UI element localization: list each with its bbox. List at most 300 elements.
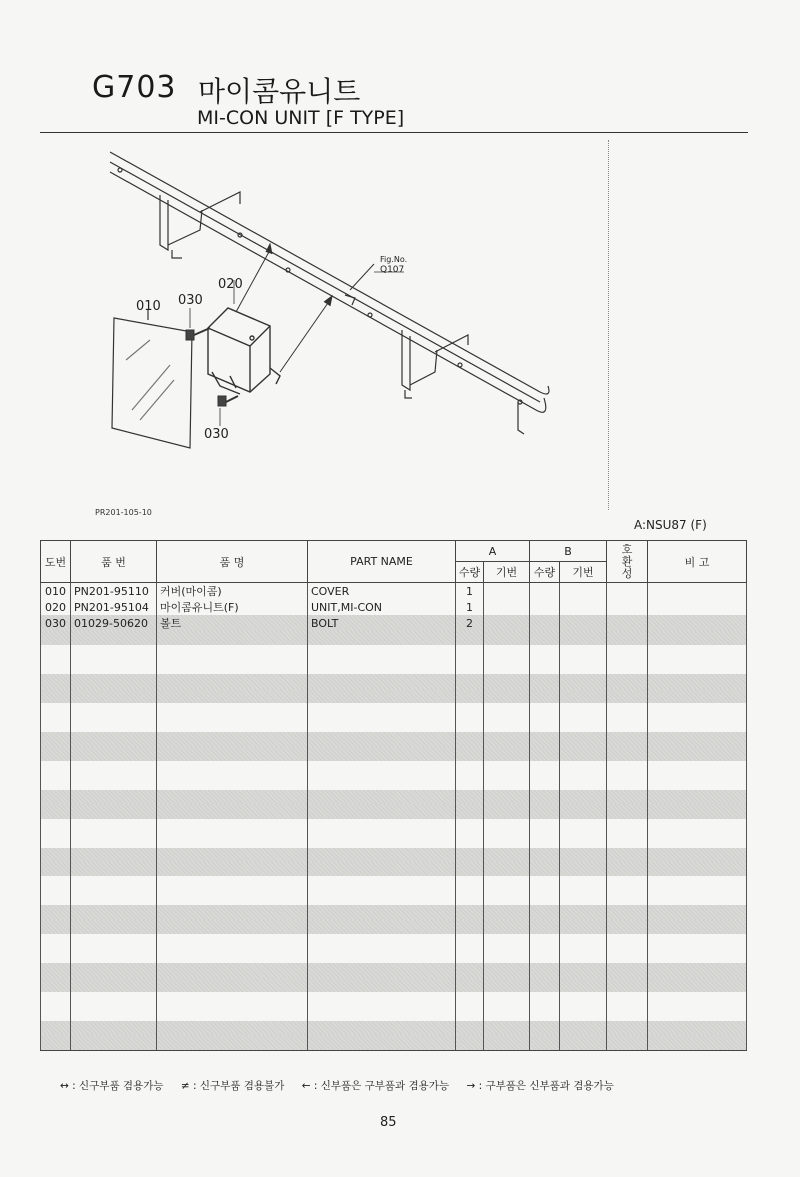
table-cell-empty bbox=[560, 761, 607, 775]
table-cell-empty bbox=[484, 660, 530, 674]
table-cell-empty bbox=[41, 660, 71, 674]
table-cell-empty bbox=[71, 1006, 157, 1020]
table-cell-empty bbox=[648, 862, 747, 876]
cell-remarks bbox=[648, 615, 747, 631]
table-cell-empty bbox=[484, 775, 530, 789]
header-b-spec: 기번 bbox=[560, 562, 607, 583]
table-cell-empty bbox=[484, 689, 530, 703]
table-cell-empty bbox=[607, 775, 648, 789]
cell-name-ko: 마이콤유니트(F) bbox=[157, 599, 308, 615]
cell-spec-a bbox=[484, 615, 530, 631]
table-cell-empty bbox=[648, 1021, 747, 1035]
cell-qty-a: 2 bbox=[456, 615, 484, 631]
table-cell-empty bbox=[607, 747, 648, 761]
table-cell-empty bbox=[456, 819, 484, 833]
table-cell-empty bbox=[308, 963, 456, 977]
cell-ref: 030 bbox=[41, 615, 71, 631]
fig-number: Q107 bbox=[380, 265, 405, 275]
table-cell-empty bbox=[308, 761, 456, 775]
table-cell-empty bbox=[484, 790, 530, 804]
bolt-lower bbox=[218, 396, 238, 426]
table-cell-empty bbox=[560, 703, 607, 717]
table-cell-empty bbox=[484, 876, 530, 890]
table-cell-empty bbox=[530, 631, 560, 645]
table-cell-empty bbox=[71, 660, 157, 674]
table-row-empty bbox=[41, 674, 747, 688]
table-cell-empty bbox=[484, 920, 530, 934]
table-cell-empty bbox=[607, 1035, 648, 1050]
table-row bbox=[41, 583, 747, 600]
table-cell-empty bbox=[157, 876, 308, 890]
table-cell-empty bbox=[607, 905, 648, 919]
section-code: G703 bbox=[92, 70, 177, 105]
table-cell-empty bbox=[456, 674, 484, 688]
table-cell-empty bbox=[41, 1021, 71, 1035]
table-cell-empty bbox=[308, 978, 456, 992]
table-row-empty bbox=[41, 631, 747, 645]
table-cell-empty bbox=[41, 949, 71, 963]
table-row-empty bbox=[41, 978, 747, 992]
table-cell-empty bbox=[157, 775, 308, 789]
table-cell-empty bbox=[530, 819, 560, 833]
table-cell-empty bbox=[41, 862, 71, 876]
table-cell-empty bbox=[308, 1035, 456, 1050]
table-cell-empty bbox=[157, 1021, 308, 1035]
header-remarks: 비 고 bbox=[648, 541, 747, 583]
header-rule bbox=[40, 132, 748, 133]
table-cell-empty bbox=[456, 833, 484, 847]
table-cell-empty bbox=[157, 949, 308, 963]
table-cell-empty bbox=[308, 718, 456, 732]
cell-spec-b bbox=[560, 599, 607, 615]
table-cell-empty bbox=[607, 963, 648, 977]
table-cell-empty bbox=[456, 934, 484, 948]
page-title-korean: 마이콤유니트 bbox=[198, 75, 361, 108]
table-cell-empty bbox=[607, 804, 648, 818]
table-cell-empty bbox=[41, 1035, 71, 1050]
cell-compat bbox=[607, 599, 648, 615]
table-cell-empty bbox=[607, 934, 648, 948]
callout-020: 020 bbox=[218, 277, 243, 292]
table-cell-empty bbox=[308, 689, 456, 703]
table-row-empty bbox=[41, 645, 747, 659]
table-cell-empty bbox=[308, 905, 456, 919]
table-cell-empty bbox=[308, 645, 456, 659]
table-cell-empty bbox=[607, 862, 648, 876]
table-cell-empty bbox=[71, 992, 157, 1006]
table-cell-empty bbox=[157, 891, 308, 905]
table-cell-empty bbox=[560, 631, 607, 645]
table-cell-empty bbox=[157, 819, 308, 833]
table-cell-empty bbox=[308, 949, 456, 963]
table-cell-empty bbox=[560, 1035, 607, 1050]
table-cell-empty bbox=[648, 660, 747, 674]
cell-spec-a bbox=[484, 599, 530, 615]
table-cell-empty bbox=[71, 819, 157, 833]
table-cell-empty bbox=[456, 790, 484, 804]
cell-part-name: BOLT bbox=[308, 615, 456, 631]
table-cell-empty bbox=[71, 920, 157, 934]
table-row-empty bbox=[41, 949, 747, 963]
table-cell-empty bbox=[484, 1035, 530, 1050]
table-cell-empty bbox=[41, 819, 71, 833]
table-cell-empty bbox=[648, 718, 747, 732]
table-cell-empty bbox=[648, 963, 747, 977]
table-row-empty bbox=[41, 804, 747, 818]
cell-name-ko: 볼트 bbox=[157, 615, 308, 631]
cell-qty-a: 1 bbox=[456, 599, 484, 615]
table-cell-empty bbox=[157, 761, 308, 775]
table-cell-empty bbox=[607, 674, 648, 688]
table-row-empty bbox=[41, 819, 747, 833]
table-cell-empty bbox=[560, 848, 607, 862]
table-cell-empty bbox=[484, 1006, 530, 1020]
table-row-empty bbox=[41, 876, 747, 890]
cell-part-no: PN201-95110 bbox=[71, 583, 157, 600]
table-cell-empty bbox=[456, 876, 484, 890]
table-cell-empty bbox=[71, 891, 157, 905]
table-cell-empty bbox=[157, 1006, 308, 1020]
parts-table-body bbox=[41, 583, 747, 1051]
table-cell-empty bbox=[484, 848, 530, 862]
table-cell-empty bbox=[71, 775, 157, 789]
drawing-code: PR201-105-10 bbox=[95, 508, 152, 517]
table-cell-empty bbox=[41, 891, 71, 905]
header-a: A bbox=[456, 541, 530, 562]
table-cell-empty bbox=[484, 891, 530, 905]
table-cell-empty bbox=[308, 732, 456, 746]
table-cell-empty bbox=[648, 703, 747, 717]
table-cell-empty bbox=[560, 891, 607, 905]
cell-ref: 010 bbox=[41, 583, 71, 600]
table-cell-empty bbox=[71, 963, 157, 977]
table-cell-empty bbox=[607, 819, 648, 833]
header-name-ko: 품 명 bbox=[157, 541, 308, 583]
header-compat bbox=[607, 541, 648, 583]
table-row-empty bbox=[41, 862, 747, 876]
table-cell-empty bbox=[157, 1035, 308, 1050]
table-cell-empty bbox=[530, 703, 560, 717]
table-cell-empty bbox=[648, 833, 747, 847]
table-cell-empty bbox=[71, 718, 157, 732]
table-cell-empty bbox=[71, 949, 157, 963]
table-cell-empty bbox=[607, 689, 648, 703]
table-cell-empty bbox=[41, 674, 71, 688]
table-cell-empty bbox=[484, 703, 530, 717]
table-cell-empty bbox=[71, 761, 157, 775]
table-cell-empty bbox=[456, 703, 484, 717]
table-cell-empty bbox=[530, 992, 560, 1006]
table-cell-empty bbox=[560, 920, 607, 934]
table-cell-empty bbox=[530, 761, 560, 775]
table-cell-empty bbox=[530, 718, 560, 732]
table-cell-empty bbox=[530, 674, 560, 688]
table-cell-empty bbox=[648, 992, 747, 1006]
table-cell-empty bbox=[560, 645, 607, 659]
table-cell-empty bbox=[308, 775, 456, 789]
table-cell-empty bbox=[308, 703, 456, 717]
table-cell-empty bbox=[530, 876, 560, 890]
legend-item: ≠ : 신구부품 겸용불가 bbox=[180, 1080, 285, 1092]
table-cell-empty bbox=[530, 747, 560, 761]
table-cell-empty bbox=[607, 920, 648, 934]
table-cell-empty bbox=[41, 747, 71, 761]
table-cell-empty bbox=[530, 905, 560, 919]
table-cell-empty bbox=[484, 1021, 530, 1035]
table-cell-empty bbox=[648, 1035, 747, 1050]
table-cell-empty bbox=[157, 905, 308, 919]
table-cell-empty bbox=[157, 747, 308, 761]
table-cell-empty bbox=[484, 963, 530, 977]
table-cell-empty bbox=[560, 934, 607, 948]
table-cell-empty bbox=[530, 1006, 560, 1020]
table-cell-empty bbox=[41, 775, 71, 789]
table-cell-empty bbox=[648, 978, 747, 992]
table-cell-empty bbox=[157, 689, 308, 703]
table-cell-empty bbox=[456, 978, 484, 992]
cell-part-no: PN201-95104 bbox=[71, 599, 157, 615]
table-cell-empty bbox=[607, 732, 648, 746]
table-cell-empty bbox=[530, 978, 560, 992]
cell-remarks bbox=[648, 583, 747, 600]
table-cell-empty bbox=[41, 732, 71, 746]
table-cell-empty bbox=[560, 978, 607, 992]
table-cell-empty bbox=[560, 833, 607, 847]
table-cell-empty bbox=[157, 963, 308, 977]
table-cell-empty bbox=[648, 934, 747, 948]
table-cell-empty bbox=[607, 631, 648, 645]
table-cell-empty bbox=[456, 1035, 484, 1050]
table-cell-empty bbox=[41, 992, 71, 1006]
table-cell-empty bbox=[648, 920, 747, 934]
table-cell-empty bbox=[484, 978, 530, 992]
table-cell-empty bbox=[648, 645, 747, 659]
cell-spec-b bbox=[560, 615, 607, 631]
table-cell-empty bbox=[41, 934, 71, 948]
callout-030-upper: 030 bbox=[178, 293, 203, 308]
table-cell-empty bbox=[484, 992, 530, 1006]
table-cell-empty bbox=[560, 660, 607, 674]
cell-qty-a: 1 bbox=[456, 583, 484, 600]
table-cell-empty bbox=[157, 833, 308, 847]
cell-name-ko: 커버(마이콤) bbox=[157, 583, 308, 600]
parts-table bbox=[40, 540, 747, 1051]
table-cell-empty bbox=[157, 862, 308, 876]
table-cell-empty bbox=[484, 761, 530, 775]
table-cell-empty bbox=[308, 920, 456, 934]
table-cell-empty bbox=[308, 833, 456, 847]
table-cell-empty bbox=[530, 804, 560, 818]
table-cell-empty bbox=[530, 732, 560, 746]
table-row-empty bbox=[41, 1006, 747, 1020]
table-cell-empty bbox=[456, 718, 484, 732]
table-cell-empty bbox=[71, 1035, 157, 1050]
table-cell-empty bbox=[484, 645, 530, 659]
table-row-empty bbox=[41, 1035, 747, 1050]
table-cell-empty bbox=[484, 833, 530, 847]
table-row-empty bbox=[41, 920, 747, 934]
table-cell-empty bbox=[71, 862, 157, 876]
callout-010: 010 bbox=[136, 299, 161, 314]
table-cell-empty bbox=[157, 992, 308, 1006]
table-cell-empty bbox=[607, 848, 648, 862]
legend-item: ↔ : 신구부품 겸용가능 bbox=[60, 1080, 164, 1092]
table-cell-empty bbox=[530, 645, 560, 659]
table-cell-empty bbox=[484, 819, 530, 833]
table-cell-empty bbox=[456, 862, 484, 876]
table-cell-empty bbox=[484, 674, 530, 688]
table-cell-empty bbox=[560, 992, 607, 1006]
table-row bbox=[41, 599, 747, 615]
table-cell-empty bbox=[308, 862, 456, 876]
table-cell-empty bbox=[308, 747, 456, 761]
table-cell-empty bbox=[530, 833, 560, 847]
table-cell-empty bbox=[607, 833, 648, 847]
table-row-empty bbox=[41, 790, 747, 804]
cell-qty-b bbox=[530, 599, 560, 615]
table-cell-empty bbox=[530, 790, 560, 804]
table-cell-empty bbox=[484, 905, 530, 919]
table-cell-empty bbox=[41, 978, 71, 992]
table-cell-empty bbox=[308, 876, 456, 890]
cover-panel bbox=[112, 310, 192, 448]
table-cell-empty bbox=[41, 963, 71, 977]
table-row-empty bbox=[41, 660, 747, 674]
table-cell-empty bbox=[648, 732, 747, 746]
table-cell-empty bbox=[560, 819, 607, 833]
table-cell-empty bbox=[560, 689, 607, 703]
table-cell-empty bbox=[484, 718, 530, 732]
table-cell-empty bbox=[308, 804, 456, 818]
table-cell-empty bbox=[41, 718, 71, 732]
table-cell-empty bbox=[308, 674, 456, 688]
table-cell-empty bbox=[648, 891, 747, 905]
table-cell-empty bbox=[41, 689, 71, 703]
table-cell-empty bbox=[560, 862, 607, 876]
table-cell-empty bbox=[648, 876, 747, 890]
table-cell-empty bbox=[560, 949, 607, 963]
table-row-empty bbox=[41, 761, 747, 775]
table-cell-empty bbox=[308, 934, 456, 948]
table-cell-empty bbox=[560, 1021, 607, 1035]
legend-item: ← : 신부품은 구부품과 겸용가능 bbox=[301, 1080, 450, 1092]
table-cell-empty bbox=[71, 804, 157, 818]
table-cell-empty bbox=[484, 747, 530, 761]
table-cell-empty bbox=[484, 631, 530, 645]
table-row-empty bbox=[41, 732, 747, 746]
table-cell-empty bbox=[71, 674, 157, 688]
table-cell-empty bbox=[607, 1006, 648, 1020]
table-cell-empty bbox=[41, 920, 71, 934]
table-row-empty bbox=[41, 891, 747, 905]
table-cell-empty bbox=[560, 775, 607, 789]
table-cell-empty bbox=[71, 1021, 157, 1035]
table-row-empty bbox=[41, 1021, 747, 1035]
cell-spec-a bbox=[484, 583, 530, 600]
cell-qty-b bbox=[530, 615, 560, 631]
table-cell-empty bbox=[157, 934, 308, 948]
table-cell-empty bbox=[560, 718, 607, 732]
table-cell-empty bbox=[41, 876, 71, 890]
frame-rail bbox=[110, 152, 549, 434]
table-cell-empty bbox=[530, 848, 560, 862]
table-cell-empty bbox=[41, 848, 71, 862]
table-cell-empty bbox=[308, 819, 456, 833]
table-cell-empty bbox=[648, 674, 747, 688]
table-cell-empty bbox=[71, 732, 157, 746]
table-cell-empty bbox=[607, 660, 648, 674]
table-cell-empty bbox=[530, 963, 560, 977]
table-cell-empty bbox=[456, 761, 484, 775]
table-cell-empty bbox=[71, 747, 157, 761]
table-row-empty bbox=[41, 992, 747, 1006]
header-part-name: PART NAME bbox=[308, 541, 456, 583]
table-cell-empty bbox=[560, 905, 607, 919]
header-a-qty: 수량 bbox=[456, 562, 484, 583]
table-cell-empty bbox=[456, 848, 484, 862]
table-row-empty bbox=[41, 703, 747, 717]
table-cell-empty bbox=[308, 790, 456, 804]
table-cell-empty bbox=[530, 1035, 560, 1050]
table-cell-empty bbox=[157, 978, 308, 992]
table-cell-empty bbox=[157, 631, 308, 645]
table-cell-empty bbox=[560, 747, 607, 761]
table-cell-empty bbox=[648, 804, 747, 818]
table-cell-empty bbox=[607, 703, 648, 717]
table-cell-empty bbox=[484, 732, 530, 746]
page-number: 85 bbox=[380, 1115, 397, 1130]
table-cell-empty bbox=[484, 804, 530, 818]
table-cell-empty bbox=[607, 718, 648, 732]
table-cell-empty bbox=[456, 963, 484, 977]
table-cell-empty bbox=[648, 747, 747, 761]
table-cell-empty bbox=[71, 934, 157, 948]
header-a-spec: 기번 bbox=[484, 562, 530, 583]
diagram-divider bbox=[608, 140, 609, 510]
table-cell-empty bbox=[456, 920, 484, 934]
table-cell-empty bbox=[484, 949, 530, 963]
table-cell-empty bbox=[607, 761, 648, 775]
table-cell-empty bbox=[71, 978, 157, 992]
header-b-qty: 수량 bbox=[530, 562, 560, 583]
table-cell-empty bbox=[456, 949, 484, 963]
table-cell-empty bbox=[456, 1021, 484, 1035]
table-cell-empty bbox=[308, 891, 456, 905]
table-cell-empty bbox=[607, 978, 648, 992]
table-cell-empty bbox=[530, 949, 560, 963]
table-cell-empty bbox=[157, 920, 308, 934]
table-row-empty bbox=[41, 689, 747, 703]
table-cell-empty bbox=[607, 992, 648, 1006]
table-cell-empty bbox=[456, 631, 484, 645]
table-cell-empty bbox=[648, 1006, 747, 1020]
exploded-parts-diagram bbox=[40, 140, 608, 510]
leader-arrows bbox=[236, 244, 404, 372]
cell-ref: 020 bbox=[41, 599, 71, 615]
table-cell-empty bbox=[157, 790, 308, 804]
legend-item: → : 구부품은 신부품과 겸용가능 bbox=[466, 1080, 614, 1092]
table-cell-empty bbox=[456, 747, 484, 761]
table-cell-empty bbox=[71, 790, 157, 804]
table-cell-empty bbox=[71, 631, 157, 645]
cell-remarks bbox=[648, 599, 747, 615]
table-cell-empty bbox=[41, 905, 71, 919]
table-row-empty bbox=[41, 934, 747, 948]
cell-spec-b bbox=[560, 583, 607, 600]
table-row bbox=[41, 615, 747, 631]
table-cell-empty bbox=[71, 848, 157, 862]
table-cell-empty bbox=[157, 660, 308, 674]
